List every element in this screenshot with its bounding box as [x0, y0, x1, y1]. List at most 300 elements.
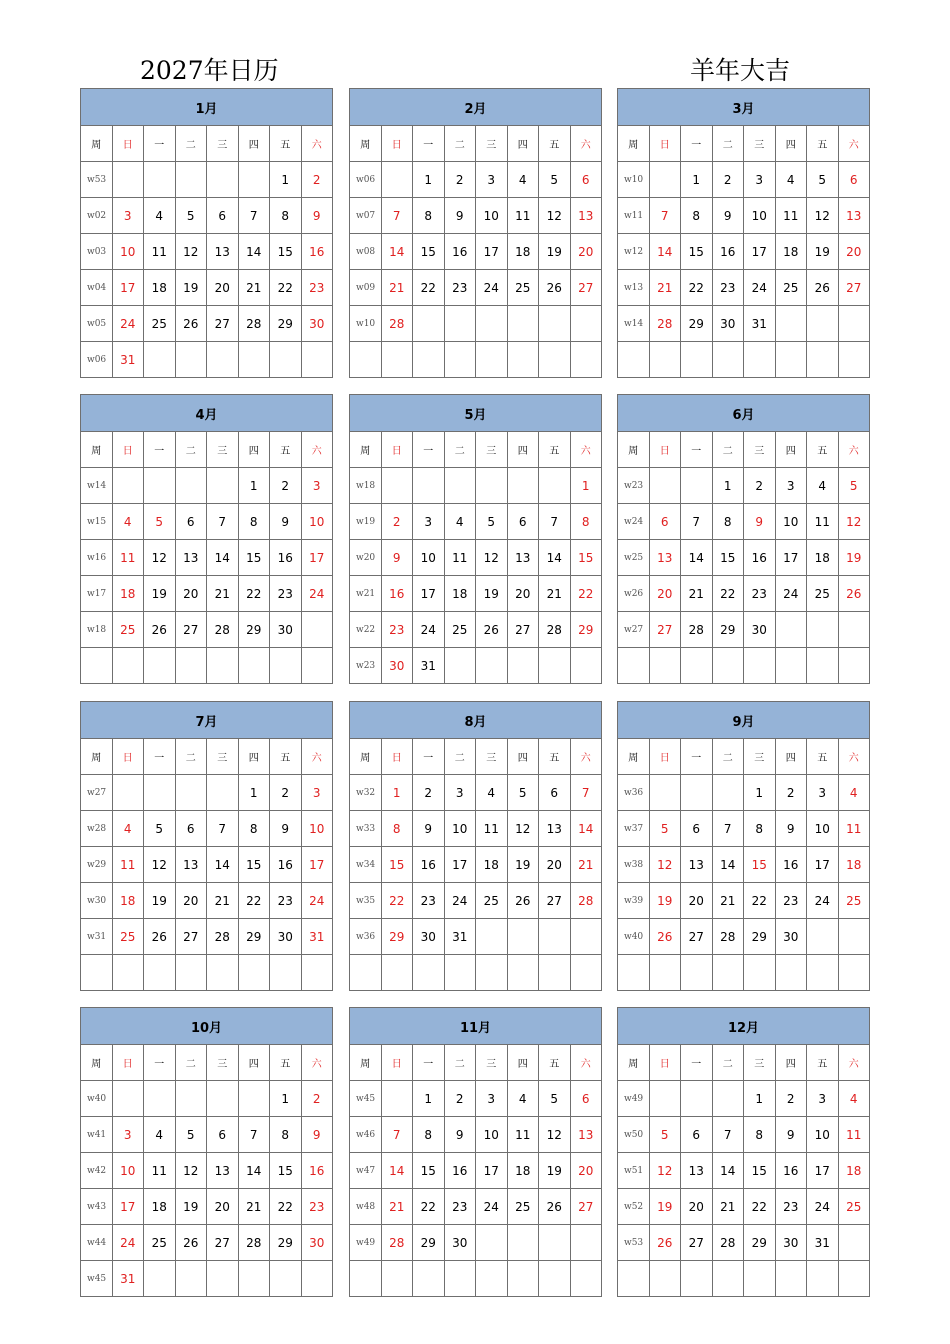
week-number: w49: [618, 1081, 650, 1117]
week-column-header: 周: [618, 739, 650, 775]
week-row: [350, 1117, 602, 1153]
day-cell: 5: [838, 468, 870, 504]
month-table: [80, 88, 333, 378]
day-cell: 21: [207, 883, 239, 919]
day-cell: 4: [112, 811, 144, 847]
week-number: w10: [618, 162, 650, 198]
day-cell: 3: [744, 162, 776, 198]
day-cell: 8: [744, 811, 776, 847]
week-row: [618, 919, 870, 955]
weekday-header: 二: [175, 739, 207, 775]
day-cell: [238, 342, 270, 378]
week-number: w02: [81, 198, 113, 234]
day-cell: 11: [807, 504, 839, 540]
day-cell: 28: [207, 919, 239, 955]
weekday-header: 六: [570, 432, 602, 468]
day-cell: 10: [413, 540, 445, 576]
month-title: 12月: [618, 1008, 870, 1045]
day-cell: 21: [381, 270, 413, 306]
week-row: [618, 468, 870, 504]
day-cell: 2: [444, 162, 476, 198]
week-row: [81, 1261, 333, 1297]
week-column-header: 周: [81, 126, 113, 162]
week-row: [618, 1261, 870, 1297]
month-title: 8月: [350, 702, 602, 739]
weekday-header: 日: [381, 126, 413, 162]
day-cell: 31: [807, 1225, 839, 1261]
day-cell: [112, 468, 144, 504]
day-cell: 1: [381, 775, 413, 811]
day-cell: 24: [301, 883, 333, 919]
day-cell: 2: [301, 162, 333, 198]
day-cell: 3: [476, 1081, 508, 1117]
day-cell: 28: [712, 919, 744, 955]
day-cell: 25: [507, 270, 539, 306]
day-cell: [775, 612, 807, 648]
month-table: [617, 88, 870, 378]
day-cell: 26: [649, 1225, 681, 1261]
weekday-header: 日: [381, 739, 413, 775]
day-cell: [207, 955, 239, 991]
day-cell: 16: [775, 847, 807, 883]
day-cell: 28: [381, 1225, 413, 1261]
weekday-header: 二: [444, 739, 476, 775]
weekday-header: 一: [144, 126, 176, 162]
day-cell: [681, 342, 713, 378]
weekday-header: 一: [413, 1045, 445, 1081]
day-cell: 1: [413, 162, 445, 198]
week-number: w31: [81, 919, 113, 955]
day-cell: 23: [413, 883, 445, 919]
month-table: [349, 1007, 602, 1297]
day-cell: [775, 306, 807, 342]
day-cell: 9: [301, 1117, 333, 1153]
week-number: w36: [350, 919, 382, 955]
day-cell: 1: [238, 775, 270, 811]
day-cell: 5: [807, 162, 839, 198]
day-cell: [539, 955, 571, 991]
weekday-header: 三: [744, 1045, 776, 1081]
week-row: [81, 919, 333, 955]
day-cell: 17: [775, 540, 807, 576]
day-cell: [207, 775, 239, 811]
month-title: 4月: [81, 395, 333, 432]
week-number: w16: [81, 540, 113, 576]
day-cell: 24: [476, 1189, 508, 1225]
day-cell: 15: [413, 1153, 445, 1189]
weekday-header: 二: [444, 432, 476, 468]
day-cell: 7: [207, 811, 239, 847]
day-cell: 15: [381, 847, 413, 883]
day-cell: 18: [112, 576, 144, 612]
day-cell: 10: [112, 234, 144, 270]
day-cell: 12: [476, 540, 508, 576]
day-cell: 22: [270, 270, 302, 306]
week-row: [81, 648, 333, 684]
day-cell: 23: [744, 576, 776, 612]
day-cell: 8: [712, 504, 744, 540]
day-cell: 26: [838, 576, 870, 612]
week-row: [81, 468, 333, 504]
day-cell: [175, 1261, 207, 1297]
day-cell: 12: [807, 198, 839, 234]
day-cell: 15: [570, 540, 602, 576]
day-cell: [649, 775, 681, 811]
day-cell: 17: [476, 1153, 508, 1189]
day-cell: [681, 468, 713, 504]
day-cell: 13: [175, 540, 207, 576]
day-cell: 9: [444, 198, 476, 234]
day-cell: 13: [507, 540, 539, 576]
day-cell: 28: [539, 612, 571, 648]
month-calendar: [80, 1007, 333, 1297]
day-cell: 20: [570, 234, 602, 270]
day-cell: 21: [712, 883, 744, 919]
week-row: [618, 955, 870, 991]
day-cell: 7: [681, 504, 713, 540]
day-cell: 22: [381, 883, 413, 919]
day-cell: 1: [712, 468, 744, 504]
day-cell: 25: [775, 270, 807, 306]
day-cell: 11: [507, 1117, 539, 1153]
day-cell: 12: [175, 234, 207, 270]
weekday-header: 三: [744, 432, 776, 468]
week-row: [350, 955, 602, 991]
weekday-header: 日: [381, 432, 413, 468]
day-cell: 17: [413, 576, 445, 612]
day-cell: 19: [649, 883, 681, 919]
week-row: [618, 811, 870, 847]
day-cell: [712, 1081, 744, 1117]
day-cell: 22: [570, 576, 602, 612]
weekday-header: 四: [507, 126, 539, 162]
day-cell: [649, 162, 681, 198]
day-cell: [270, 1261, 302, 1297]
day-cell: 26: [649, 919, 681, 955]
day-cell: 15: [238, 847, 270, 883]
week-row: [350, 648, 602, 684]
day-cell: 21: [712, 1189, 744, 1225]
week-number: [618, 1261, 650, 1297]
week-number: w26: [618, 576, 650, 612]
weekday-header: 四: [507, 432, 539, 468]
day-cell: [507, 342, 539, 378]
day-cell: 11: [838, 811, 870, 847]
week-number: w27: [618, 612, 650, 648]
day-cell: 17: [301, 540, 333, 576]
day-cell: 20: [207, 270, 239, 306]
day-cell: 21: [238, 270, 270, 306]
day-cell: [175, 648, 207, 684]
day-cell: [112, 1081, 144, 1117]
month-calendar: [349, 394, 602, 684]
day-cell: 25: [838, 1189, 870, 1225]
day-cell: [207, 648, 239, 684]
day-cell: 10: [744, 198, 776, 234]
week-row: [618, 612, 870, 648]
week-number: w48: [350, 1189, 382, 1225]
week-number: w29: [81, 847, 113, 883]
day-cell: 5: [649, 1117, 681, 1153]
day-cell: 27: [539, 883, 571, 919]
day-cell: 18: [838, 847, 870, 883]
day-cell: 28: [712, 1225, 744, 1261]
weekday-header: 四: [238, 432, 270, 468]
day-cell: 1: [570, 468, 602, 504]
month-calendar: [80, 88, 333, 378]
day-cell: [207, 342, 239, 378]
weekday-header: 三: [207, 739, 239, 775]
day-cell: [238, 955, 270, 991]
day-cell: [807, 612, 839, 648]
weekday-header: 二: [175, 432, 207, 468]
day-cell: [507, 955, 539, 991]
day-cell: [838, 306, 870, 342]
day-cell: [207, 162, 239, 198]
week-number: [618, 648, 650, 684]
day-cell: 25: [838, 883, 870, 919]
day-cell: [476, 1225, 508, 1261]
week-row: [81, 1081, 333, 1117]
day-cell: 25: [144, 306, 176, 342]
page-subtitle: 羊年大吉: [690, 56, 791, 85]
day-cell: [238, 1261, 270, 1297]
day-cell: [807, 1261, 839, 1297]
month-table: [80, 394, 333, 684]
weekday-header: 六: [301, 1045, 333, 1081]
day-cell: 12: [144, 847, 176, 883]
month-title: 3月: [618, 89, 870, 126]
day-cell: 27: [207, 306, 239, 342]
day-cell: [413, 468, 445, 504]
week-number: w08: [350, 234, 382, 270]
day-cell: 15: [413, 234, 445, 270]
day-cell: 7: [712, 1117, 744, 1153]
day-cell: 23: [270, 883, 302, 919]
day-cell: 24: [301, 576, 333, 612]
day-cell: 31: [413, 648, 445, 684]
weekday-header: 五: [807, 126, 839, 162]
day-cell: 30: [301, 1225, 333, 1261]
day-cell: [539, 306, 571, 342]
day-cell: 28: [681, 612, 713, 648]
day-cell: 9: [413, 811, 445, 847]
day-cell: 24: [476, 270, 508, 306]
weekday-header: 六: [301, 739, 333, 775]
day-cell: 13: [649, 540, 681, 576]
day-cell: 11: [476, 811, 508, 847]
day-cell: 29: [238, 612, 270, 648]
week-row: [618, 1117, 870, 1153]
month-table: [80, 701, 333, 991]
day-cell: 30: [381, 648, 413, 684]
day-cell: 9: [444, 1117, 476, 1153]
day-cell: 16: [444, 1153, 476, 1189]
day-cell: 12: [507, 811, 539, 847]
day-cell: [413, 1261, 445, 1297]
week-row: [618, 504, 870, 540]
day-cell: [649, 468, 681, 504]
weekday-header: 五: [539, 432, 571, 468]
week-number: w44: [81, 1225, 113, 1261]
week-row: [350, 612, 602, 648]
day-cell: [744, 1261, 776, 1297]
day-cell: [649, 1081, 681, 1117]
day-cell: 30: [712, 306, 744, 342]
day-cell: 10: [112, 1153, 144, 1189]
weekday-header: 五: [270, 126, 302, 162]
day-cell: 1: [238, 468, 270, 504]
weekday-header: 日: [112, 1045, 144, 1081]
day-cell: 4: [775, 162, 807, 198]
day-cell: 14: [381, 234, 413, 270]
week-row: [81, 612, 333, 648]
day-cell: 9: [381, 540, 413, 576]
weekday-header: 一: [413, 432, 445, 468]
day-cell: [476, 955, 508, 991]
day-cell: 9: [712, 198, 744, 234]
week-number: w13: [618, 270, 650, 306]
day-cell: 22: [413, 1189, 445, 1225]
day-cell: 5: [539, 1081, 571, 1117]
day-cell: [381, 1081, 413, 1117]
week-number: w43: [81, 1189, 113, 1225]
day-cell: [381, 468, 413, 504]
week-column-header: 周: [81, 739, 113, 775]
day-cell: 27: [570, 270, 602, 306]
day-cell: 10: [444, 811, 476, 847]
month-title: 6月: [618, 395, 870, 432]
day-cell: 25: [807, 576, 839, 612]
day-cell: 4: [144, 1117, 176, 1153]
day-cell: 7: [207, 504, 239, 540]
day-cell: 16: [301, 1153, 333, 1189]
day-cell: 18: [507, 234, 539, 270]
day-cell: 28: [238, 306, 270, 342]
month-title: 10月: [81, 1008, 333, 1045]
week-row: [350, 883, 602, 919]
week-row: [618, 198, 870, 234]
day-cell: [381, 162, 413, 198]
week-row: [618, 1225, 870, 1261]
week-row: [618, 162, 870, 198]
day-cell: [444, 306, 476, 342]
day-cell: 27: [175, 612, 207, 648]
day-cell: [444, 955, 476, 991]
month-table: [349, 394, 602, 684]
week-row: [618, 342, 870, 378]
weekday-header: 一: [144, 432, 176, 468]
day-cell: 23: [775, 1189, 807, 1225]
month-calendar: [349, 1007, 602, 1297]
weekday-header: 三: [744, 739, 776, 775]
weekday-header: 三: [207, 126, 239, 162]
day-cell: 6: [681, 811, 713, 847]
month-table: [80, 1007, 333, 1297]
day-cell: 12: [649, 847, 681, 883]
day-cell: [570, 1225, 602, 1261]
day-cell: 16: [270, 847, 302, 883]
day-cell: 17: [301, 847, 333, 883]
week-row: [350, 576, 602, 612]
week-number: w12: [618, 234, 650, 270]
week-row: [81, 306, 333, 342]
weekday-header: 三: [476, 432, 508, 468]
day-cell: 14: [712, 847, 744, 883]
day-cell: [775, 955, 807, 991]
day-cell: 23: [712, 270, 744, 306]
week-row: [618, 775, 870, 811]
day-cell: [681, 775, 713, 811]
day-cell: [175, 468, 207, 504]
day-cell: 25: [507, 1189, 539, 1225]
weekday-header: 一: [681, 739, 713, 775]
day-cell: [144, 1081, 176, 1117]
day-cell: 17: [807, 1153, 839, 1189]
week-number: w06: [81, 342, 113, 378]
month-title: 5月: [350, 395, 602, 432]
day-cell: 4: [838, 775, 870, 811]
week-row: [81, 1117, 333, 1153]
day-cell: 18: [144, 1189, 176, 1225]
weekday-header: 三: [476, 1045, 508, 1081]
day-cell: [381, 955, 413, 991]
week-number: w46: [350, 1117, 382, 1153]
day-cell: 7: [381, 198, 413, 234]
day-cell: 17: [807, 847, 839, 883]
day-cell: 14: [238, 1153, 270, 1189]
day-cell: 14: [539, 540, 571, 576]
day-cell: [649, 342, 681, 378]
day-cell: 31: [112, 342, 144, 378]
weekday-header: 一: [413, 126, 445, 162]
week-row: [350, 1189, 602, 1225]
day-cell: 29: [270, 306, 302, 342]
day-cell: 23: [444, 1189, 476, 1225]
day-cell: 25: [144, 1225, 176, 1261]
day-cell: 30: [270, 919, 302, 955]
day-cell: 10: [775, 504, 807, 540]
week-row: [350, 306, 602, 342]
weekday-header: 日: [381, 1045, 413, 1081]
day-cell: 20: [175, 576, 207, 612]
week-row: [350, 162, 602, 198]
weekday-header: 六: [838, 739, 870, 775]
day-cell: [807, 306, 839, 342]
day-cell: [444, 1261, 476, 1297]
day-cell: 27: [649, 612, 681, 648]
week-row: [350, 1225, 602, 1261]
weekday-header: 四: [238, 126, 270, 162]
week-number: w36: [618, 775, 650, 811]
weekday-header: 一: [681, 1045, 713, 1081]
weekday-header: 四: [775, 1045, 807, 1081]
week-number: w41: [81, 1117, 113, 1153]
day-cell: 2: [712, 162, 744, 198]
day-cell: 31: [112, 1261, 144, 1297]
week-row: [350, 342, 602, 378]
day-cell: [744, 955, 776, 991]
day-cell: 23: [301, 1189, 333, 1225]
day-cell: 7: [381, 1117, 413, 1153]
day-cell: [112, 162, 144, 198]
day-cell: [144, 162, 176, 198]
day-cell: [570, 919, 602, 955]
day-cell: 2: [744, 468, 776, 504]
weekday-header: 五: [270, 1045, 302, 1081]
day-cell: 26: [807, 270, 839, 306]
day-cell: 20: [175, 883, 207, 919]
